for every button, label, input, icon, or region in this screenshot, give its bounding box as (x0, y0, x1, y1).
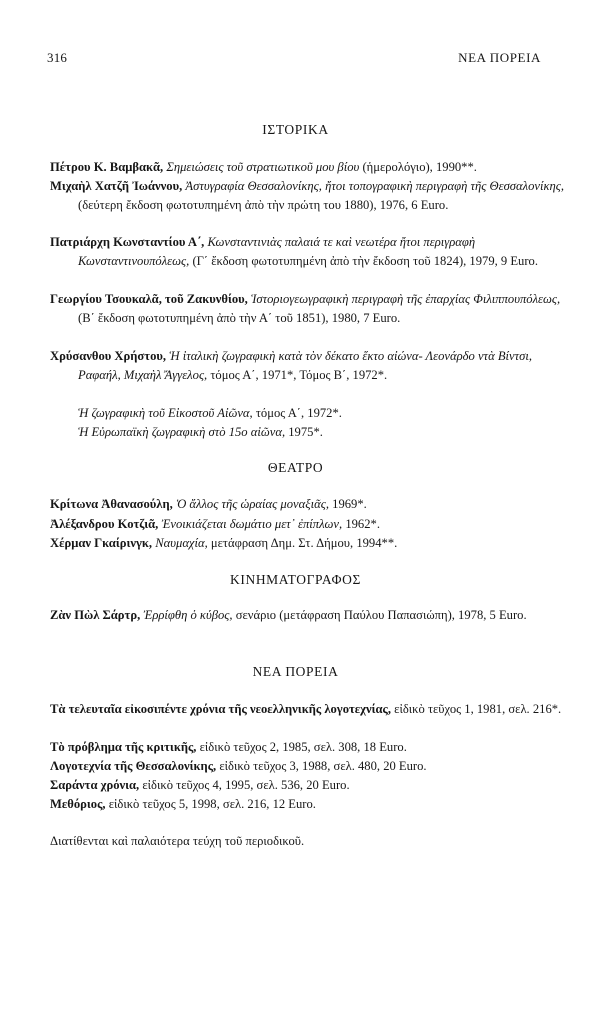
entry-work-title: Ἡ ἰταλικὴ ζωγραφικὴ κατὰ τὸν δέκατο ἕκτο αἰώνα- Λεονάρδο ντὰ Βίντσι, Ραφαήλ, Μιχαὴλ Ἄγγελος, (78, 349, 532, 382)
entry-author: Ζὰν Πὼλ Σάρτρ, (50, 608, 141, 622)
issue-entry (50, 795, 572, 814)
bibliography-entry (50, 177, 572, 214)
entry-work-title: Σημειώσεις τοῦ στρατιωτικοῦ μου βίου (166, 160, 360, 174)
section-title-nea-poreia: ΝΕΑ ΠΟΡΕΙΑ (252, 664, 339, 679)
bibliography-entry (50, 495, 572, 514)
bibliography-entry (50, 290, 572, 327)
issue-details: εἰδικὸ τεῦχος 3, 1988, σελ. 480, 20 Euro. (219, 759, 427, 773)
availability-note: Διατίθενται καὶ παλαιότερα τεύχη τοῦ περιοδικοῦ. (50, 834, 305, 848)
entry-details: 1975*. (288, 425, 323, 439)
entry-work-title: Ναυμαχία, (155, 536, 208, 550)
section-title-istorika: ΙΣΤΟΡΙΚΑ (262, 122, 329, 137)
bibliography-entry (50, 158, 572, 177)
issue-title: Τὸ πρόβλημα τῆς κριτικῆς, (50, 740, 197, 754)
issue-title: Τὰ τελευταῖα εἰκοσιπέντε χρόνια τῆς νεοελληνικῆς λογοτεχνίας, (50, 702, 392, 716)
bibliography-entry-continuation (50, 404, 572, 423)
entry-work-title: Ὁ ἄλλος τῆς ὡραίας μοναξιᾶς, (175, 497, 329, 511)
bibliography-entry (50, 233, 572, 270)
issue-details: εἰδικὸ τεῦχος 5, 1998, σελ. 216, 12 Euro. (108, 797, 316, 811)
entry-author: Μιχαὴλ Χατζῆ Ἰωάννου, (50, 179, 183, 193)
issue-entry (50, 776, 572, 795)
entry-author: Ἀλέξανδρου Κοτζιᾶ, (50, 517, 159, 531)
entry-work-title: Ἐρρίφθη ὁ κύβος, (143, 608, 233, 622)
issue-details: εἰδικὸ τεῦχος 2, 1985, σελ. 308, 18 Euro. (199, 740, 407, 754)
entry-details: μετάφραση Δημ. Στ. Δήμου, 1994**. (210, 536, 398, 550)
entry-details: 1962*. (345, 517, 380, 531)
entry-details: σενάριο (μετάφραση Παύλου Παπασιώπη), 1978, 5 Euro. (235, 608, 527, 622)
entry-details: (Γ΄ ἔκδοση φωτοτυπημένη ἀπὸ τὴν ἔκδοση τοῦ 1824), 1979, 9 Euro. (192, 253, 538, 268)
bibliography-entry (50, 347, 572, 384)
bibliography-entry (50, 534, 572, 553)
entry-details: τόμος Α΄, 1972*. (255, 406, 342, 420)
issue-title: Λογοτεχνία τῆς Θεσσαλονίκης, (50, 759, 217, 773)
entry-details: τόμος Α΄, 1971*, Τόμος Β΄, 1972*. (210, 367, 388, 382)
issue-details: εἰδικὸ τεῦχος 4, 1995, σελ. 536, 20 Euro. (142, 778, 350, 792)
bibliography-entry-continuation (50, 423, 572, 442)
issue-entry (50, 757, 572, 776)
running-title: ΝΕΑ ΠΟΡΕΙΑ (458, 50, 541, 65)
bibliography-entry (50, 606, 572, 625)
entry-work-title: Κωνσταντινιὰς παλαιά τε καὶ νεωτέρα ἤτοι περιγραφὴ Κωνσταντινουπόλεως, (78, 235, 476, 268)
entry-work-title: Ἀστυγραφία Θεσσαλονίκης, ἤτοι τοπογραφικὴ περιγραφὴ τῆς Θεσσαλονίκης, (185, 179, 565, 193)
bibliography-entry (50, 515, 572, 534)
entry-details: (δεύτερη ἔκδοση φωτοτυπημένη ἀπὸ τὴν πρώτη του 1880), 1976, 6 Euro. (78, 197, 449, 212)
issue-title: Μεθόριος, (50, 797, 106, 811)
section-title-kinimatografos: ΚΙΝΗΜΑΤΟΓΡΑΦΟΣ (230, 572, 361, 587)
entry-author: Γεωργίου Τσουκαλᾶ, τοῦ Ζακυνθίου, (50, 292, 248, 306)
issue-entry (50, 738, 572, 757)
entry-details: 1969*. (332, 497, 367, 511)
issue-title: Σαράντα χρόνια, (50, 778, 140, 792)
entry-work-title: Ἐνοικιάζεται δωμάτιο μετ᾽ ἐπίπλων, (161, 517, 343, 531)
entry-author: Πατριάρχη Κωνσταντίου Α΄, (50, 235, 205, 249)
entry-work-title: Ἱστοριογεωγραφικὴ περιγραφὴ τῆς ἐπαρχίας Φιλιππουπόλεως, (250, 292, 561, 306)
entry-work-title: Ἡ ζωγραφικὴ τοῦ Εἰκοστοῦ Αἰῶνα, (78, 406, 253, 420)
page-number: 316 (47, 50, 68, 65)
entry-author: Χρύσανθου Χρήστου, (50, 349, 167, 363)
issue-details: εἰδικὸ τεῦχος 1, 1981, σελ. 216*. (394, 702, 562, 716)
entry-details: (ἡμερολόγιο), 1990**. (362, 160, 477, 174)
section-title-theatro: ΘΕΑΤΡΟ (267, 460, 324, 475)
entry-author: Χέρμαν Γκαίρινγκ, (50, 536, 153, 550)
entry-author: Κρίτωνα Ἀθανασούλη, (50, 497, 173, 511)
entry-work-title: Ἡ Εὐρωπαϊκὴ ζωγραφικὴ στὸ 15ο αἰῶνα, (78, 425, 286, 439)
entry-details: (Β΄ ἔκδοση φωτοτυπημένη ἀπὸ τὴν Α΄ τοῦ 1851), 1980, 7 Euro. (78, 310, 401, 325)
entry-author: Πέτρου Κ. Βαμβακᾶ, (50, 160, 164, 174)
issue-entry (50, 700, 572, 719)
